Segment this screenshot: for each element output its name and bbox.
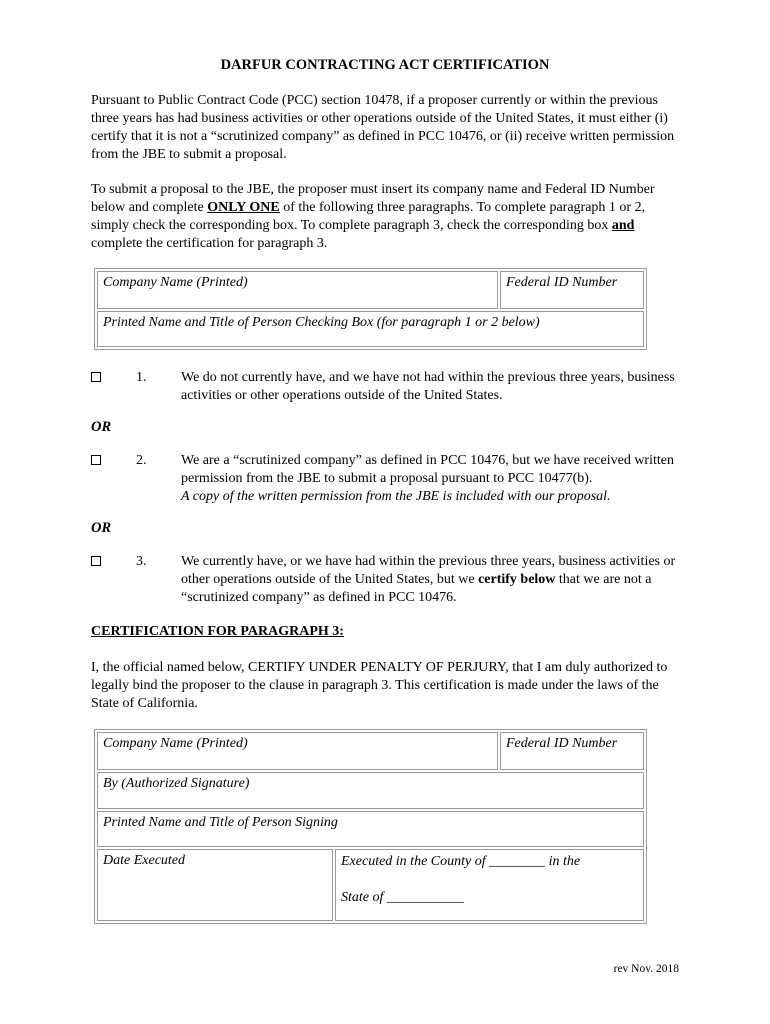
- date-executed-label: Date Executed: [103, 853, 186, 868]
- option-2-number: 2.: [136, 453, 147, 468]
- county-state-field[interactable]: [335, 849, 644, 921]
- federal-id-label: Federal ID Number: [506, 275, 618, 290]
- intro-p2-text-a: To submit a proposal to the JBE, the proposer must insert its company name and Federal ID Number below and complete: [91, 182, 655, 215]
- option-3-text-c: that we are not a “scrutinized company” as defined in PCC 10476.: [181, 572, 652, 605]
- option-2-main-text: We are a “scrutinized company” as defined in PCC 10476, but we have received written permission from the JBE to submit a proposal pursuant to PCC 10477(b).: [181, 453, 674, 486]
- signature-label: By (Authorized Signature): [103, 776, 250, 791]
- option-3-number: 3.: [136, 554, 147, 569]
- or-separator-1: OR: [91, 419, 112, 435]
- intro-paragraph-2: [91, 181, 676, 253]
- option-1-number: 1.: [136, 370, 147, 385]
- option-2: [91, 452, 681, 506]
- certification-heading: CERTIFICATION FOR PARAGRAPH 3:: [91, 624, 344, 639]
- printed-name-label: Printed Name and Title of Person Checking Box (for paragraph 1 or 2 below): [103, 315, 540, 330]
- cert-federal-id-field[interactable]: [500, 732, 644, 770]
- county-label: Executed in the County of ________ in the: [341, 854, 581, 869]
- option-3-checkbox[interactable]: [91, 556, 101, 566]
- cert-company-name-label: Company Name (Printed): [103, 736, 248, 751]
- option-2-checkbox[interactable]: [91, 455, 101, 465]
- option-1-checkbox[interactable]: [91, 372, 101, 382]
- option-3: [91, 553, 681, 607]
- company-name-field[interactable]: [97, 271, 498, 309]
- cert-federal-id-label: Federal ID Number: [506, 736, 618, 751]
- state-label: State of ___________: [341, 890, 464, 905]
- intro-paragraph-1: Pursuant to Public Contract Code (PCC) section 10478, if a proposer currently or within the previous three years has had business activities or other operations outside of the United States, it must either (i) certify that it is not a “scrutinized company” as defined in PCC 10476, or (ii) receive written permission from the JBE to submit a proposal.: [91, 93, 675, 162]
- document-title: DARFUR CONTRACTING ACT CERTIFICATION: [220, 57, 550, 73]
- company-info-table: [94, 268, 647, 350]
- option-3-certify-below: certify below: [478, 572, 556, 587]
- or-separator-2: OR: [91, 520, 112, 536]
- certification-table: [94, 729, 647, 924]
- signature-field[interactable]: [97, 772, 644, 809]
- option-2-italic-note: A copy of the written permission from the JBE is included with our proposal.: [181, 489, 611, 504]
- option-3-text-a: We currently have, or we have had within the previous three years, business activities or other operations outside of the United States, but we: [181, 554, 676, 587]
- federal-id-field[interactable]: [500, 271, 644, 309]
- option-2-text: [181, 452, 681, 506]
- company-name-label: Company Name (Printed): [103, 275, 248, 290]
- cert-company-name-field[interactable]: [97, 732, 498, 770]
- printed-name-title-label: Printed Name and Title of Person Signing: [103, 815, 338, 830]
- option-1-text: We do not currently have, and we have not had within the previous three years, business activities or other operations outside of the United States.: [181, 370, 675, 403]
- intro-p2-text-c: of the following three paragraphs. To complete paragraph 1 or 2, simply check the corresponding box. To complete paragraph 3, check the corresponding box: [91, 200, 646, 233]
- date-executed-field[interactable]: [97, 849, 333, 921]
- intro-p2-and: and: [611, 218, 635, 233]
- revision-footer: rev Nov. 2018: [613, 963, 679, 975]
- option-3-text: [181, 553, 681, 607]
- certification-text: I, the official named below, CERTIFY UNDER PENALTY OF PERJURY, that I am duly authorized to legally bind the proposer to the clause in paragraph 3. This certification is made under the laws of the State of California.: [91, 660, 668, 711]
- printed-name-title-field[interactable]: [97, 811, 644, 847]
- printed-name-field[interactable]: [97, 311, 644, 347]
- intro-p2-only-one: ONLY ONE: [207, 200, 280, 215]
- option-1: [91, 369, 681, 405]
- intro-p2-text-e: complete the certification for paragraph 3.: [91, 236, 328, 251]
